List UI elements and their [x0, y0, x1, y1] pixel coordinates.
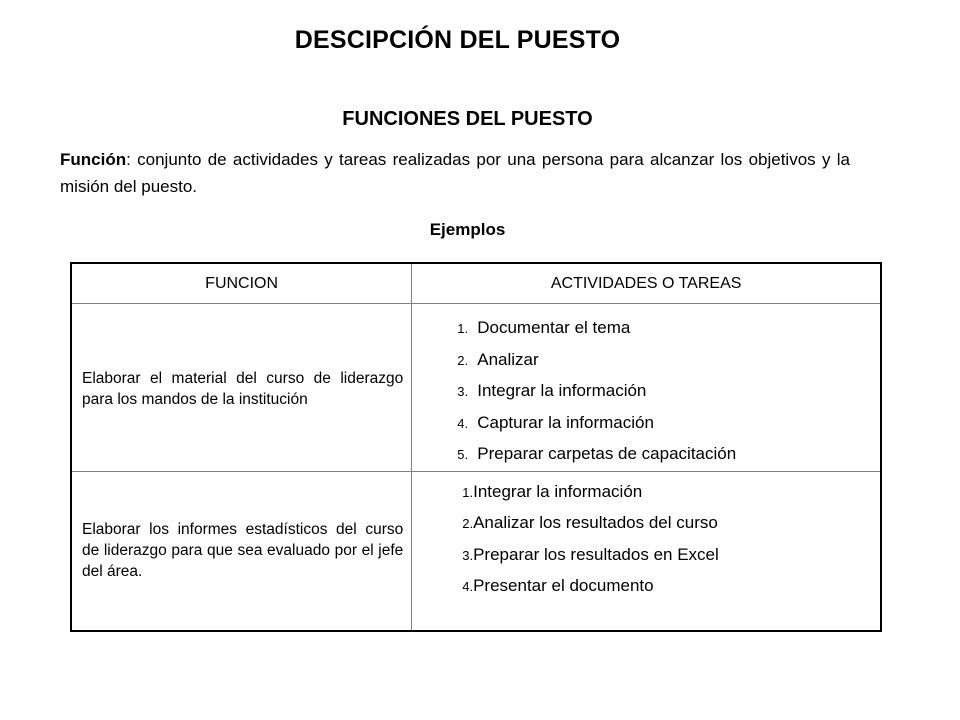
list-item	[462, 508, 880, 540]
activities-cell	[412, 471, 881, 631]
task-number: 4.	[457, 415, 469, 431]
list-item	[462, 571, 880, 603]
examples-heading: Ejemplos	[429, 220, 506, 239]
activities-cell	[412, 304, 881, 472]
task-number: 1.	[462, 484, 474, 500]
definition-paragraph	[60, 146, 850, 200]
task-number: 3.	[462, 547, 474, 563]
task-number: 1.	[457, 321, 469, 336]
task-text: Integrar la información	[477, 381, 647, 400]
definition-term: Función	[60, 150, 127, 169]
function-cell: Elaborar los informes estadísticos del curso de liderazgo para que sea evaluado por el jefe del área.	[71, 471, 412, 631]
table-header-row	[71, 263, 881, 304]
table-row	[71, 304, 881, 472]
list-item	[462, 540, 880, 572]
task-number: 4.	[462, 579, 474, 594]
column-header-activities: ACTIVIDADES O TAREAS	[412, 263, 881, 304]
task-text: Documentar el tema	[477, 318, 631, 337]
table-row	[71, 471, 881, 631]
task-list	[412, 304, 880, 471]
task-text: Presentar el documento	[473, 576, 654, 595]
function-cell: Elaborar el material del curso de liderazgo para los mandos de la institución	[71, 304, 412, 472]
definition-text: : conjunto de actividades y tareas realizadas por una persona para alcanzar los objetivos y la misión del puesto.	[60, 150, 850, 196]
list-item	[462, 477, 880, 509]
task-number: 5.	[457, 447, 469, 462]
list-item	[457, 345, 880, 377]
section-heading: FUNCIONES DEL PUESTO	[342, 108, 593, 130]
task-text: Integrar la información	[473, 481, 643, 501]
column-header-function: FUNCION	[71, 263, 412, 304]
task-text: Analizar los resultados del curso	[473, 513, 718, 532]
functions-table	[70, 262, 882, 632]
list-item	[457, 408, 880, 440]
list-item	[457, 439, 880, 471]
task-text: Preparar carpetas de capacitación	[477, 444, 737, 463]
list-item	[457, 376, 880, 408]
task-text: Preparar los resultados en Excel	[473, 544, 719, 564]
task-text: Capturar la información	[477, 412, 654, 432]
task-list	[412, 472, 880, 603]
task-number: 2.	[457, 352, 469, 368]
task-text: Analizar	[477, 349, 539, 369]
task-number: 3.	[457, 384, 469, 399]
task-number: 2.	[462, 516, 474, 531]
list-item	[457, 313, 880, 345]
page-title: DESCIPCIÓN DEL PUESTO	[294, 26, 621, 54]
